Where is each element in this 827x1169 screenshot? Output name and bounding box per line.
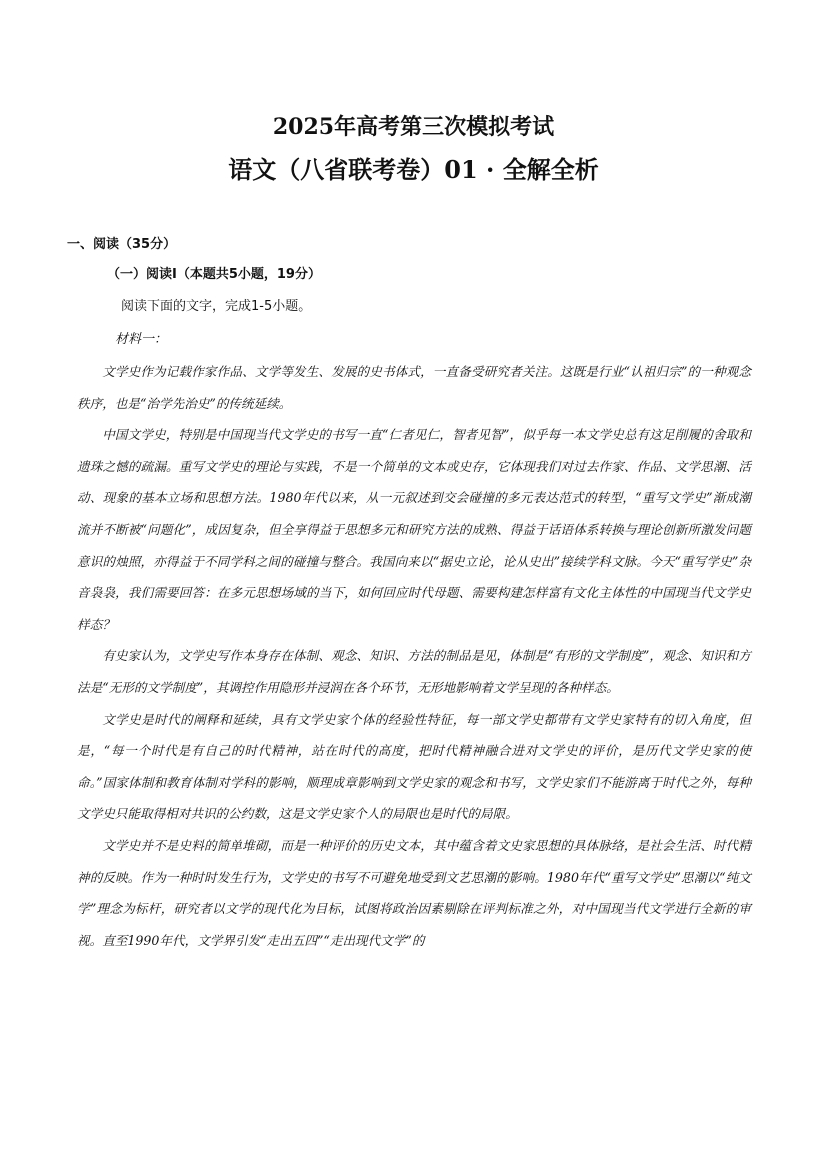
document-subtitle: 语文（八省联考卷）01 · 全解全析: [228, 155, 599, 184]
paragraph: 中国文学史，特别是中国现当代文学史的书写一直“仁者见仁，智者见智”，似乎每一本文学史总有这足削履的舍取和遗珠之憾的疏漏。重写文学史的理论与实践，不是一个简单的文本或史存，它体现我们对过去作家、作品、文学思潮、活动、现象的基本立场和思想方法。1980年代以来，从一元叙述到交会碰撞的多元表达范式的转型，“重写文学史”渐成潮流并不断被“问题化”，成因复杂，但全享得益于思想多元和研究方法的成熟、得益于话语体系转换与理论创新所激发问题意识的烛照，亦得益于不同学科之间的碰撞与整合。我国向来以“据史立论，论从史出”接续学科文脉。今天“重写学史”杂音袅袅，我们需要回答：在多元思想场域的当下，如何回应时代母题、需要构建怎样富有文化主体性的中国现当代文学史样态？: [77, 427, 751, 632]
section-heading: 一、阅读（35分）: [67, 237, 177, 252]
subsection-heading: （一）阅读Ⅰ（本题共5小题，19分）: [107, 267, 321, 282]
paragraph: 文学史是时代的阐释和延续，具有文学史家个体的经验性特征，每一部文学史都带有文学史家特有的切入角度，但是，“每一个时代是有自己的时代精神，站在时代的高度，把时代精神融合进对文学史的评价，是历代文学史家的使命。”国家体制和教育体制对学科的影响，顺理成章影响到文学史家的观念和书写，文学史家们不能游离于时代之外，每种文学史只能取得相对共识的公约数，这是文学史家个人的局限也是时代的局限。: [77, 711, 751, 822]
paragraph: 文学史作为记载作家作品、文学等发生、发展的史书体式，一直备受研究者关注。这既是行业“认祖归宗”的一种观念秩序，也是“治学先治史”的传统延续。: [77, 364, 751, 411]
paragraph: 有史家认为，文学史写作本身存在体制、观念、知识、方法的制品是见，体制是“有形的文学制度”，观念、知识和方法是“无形的文学制度”，其调控作用隐形并浸润在各个环节，无形地影响着文学呈现的各种样态。: [77, 648, 751, 695]
paragraph: 文学史并不是史料的简单堆砌，而是一种评价的历史文本，其中蕴含着文史家思想的具体脉络，是社会生活、时代精神的反映。作为一种时时发生行为，文学史的书写不可避免地受到文艺思潮的影响。1980年代“重写文学史”思潮以“纯文学”理念为标杆，研究者以文学的现代化为目标，试图将政治因素剔除在评判标准之外，对中国现当代文学进行全新的审视。直至1990年代，文学界引发“走出五四”“走出现代文学”的: [77, 837, 751, 948]
article-body: [77, 356, 751, 956]
document-title: 2025年高考第三次模拟考试: [272, 114, 555, 140]
instruction-text: 阅读下面的文字，完成1-5小题。: [121, 299, 312, 314]
material-label: 材料一：: [115, 332, 168, 347]
